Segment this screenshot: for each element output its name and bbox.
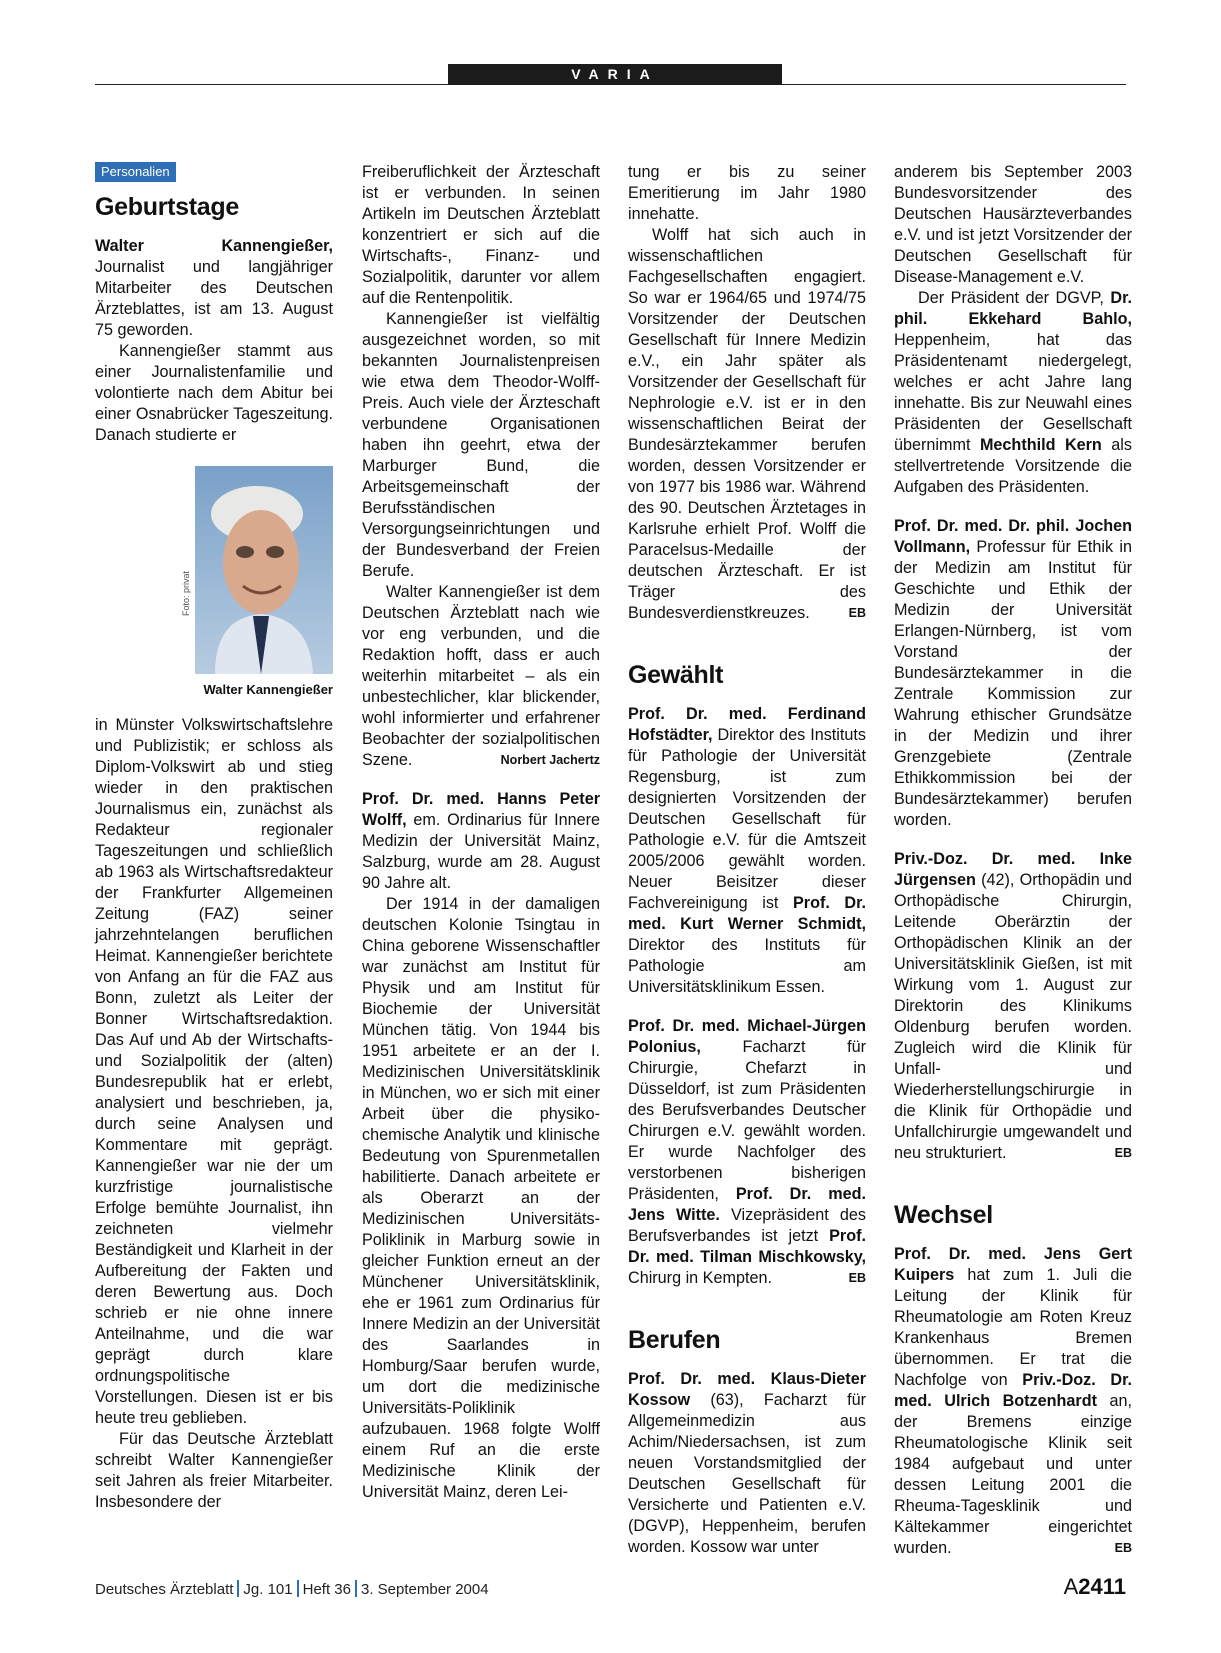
column-3 bbox=[628, 162, 866, 1558]
paragraph: Prof. Dr. med. Klaus-Dieter Kossow (63), Facharzt für Allgemeinmedizin aus Achim/Niedersachsen, ist zum neuen Vorstandsmitglied der Deutschen Gesellschaft für Versicherte und Patienten e.V. (DGVP), Heppenheim, berufen worden. Kossow war unter bbox=[628, 1370, 866, 1556]
author-signature: EB bbox=[1114, 1146, 1132, 1160]
author-signature: EB bbox=[848, 1271, 866, 1285]
paragraph: Kannengießer ist vielfältig ausgezeichnet worden, so mit bekannten Journalistenpreisen wie etwa dem Theodor-Wolff-Preis. Auch viele der Ärzteschaft verbundene Organisationen haben ihn geehrt, etwa der Marburger Bund, die Arbeitsgemeinschaft der Berufsständischen Versorgungseinrichtungen und der Bundesverband der Freien Berufe. bbox=[362, 310, 600, 580]
footer-citation bbox=[95, 1580, 489, 1598]
paragraph: anderem bis September 2003 Bundesvorsitzender des Deutschen Hausärzteverbandes e.V. und ist jetzt Vorsitzender der Deutschen Gesellschaft für Disease-Management e.V. bbox=[894, 163, 1132, 286]
journal-name: Deutsches Ärzteblatt bbox=[95, 1581, 234, 1598]
person-name: Prof. Dr. med. Hanns Peter Wolff, bbox=[362, 790, 600, 829]
paragraph: Prof. Dr. med. Hanns Peter Wolff, em. Ordinarius für Innere Medizin der Universität Mainz, Salzburg, wurde am 28. August 90 Jahre alt. bbox=[362, 790, 600, 892]
heading-berufen: Berufen bbox=[628, 1326, 721, 1354]
heading-gewaehlt: Gewählt bbox=[628, 661, 724, 689]
paragraph: tung er bis zu seiner Emeritierung im Jahr 1980 innehatte. bbox=[628, 163, 866, 223]
person-name: Priv.-Doz. Dr. med. Ulrich Botzenhardt bbox=[894, 1371, 1132, 1410]
person-name: Prof. Dr. med. Ferdinand Hofstädter, bbox=[628, 705, 866, 744]
divider bbox=[237, 1580, 239, 1597]
column-4 bbox=[894, 162, 1132, 1559]
issue-date: 3. September 2004 bbox=[361, 1581, 489, 1598]
paragraph: Prof. Dr. med. Jens Gert Kuipers hat zum 1. Juli die Leitung der Klinik für Rheumatologie am Roten Kreuz Krankenhaus Bremen übernommen. Er trat die Nachfolge von Priv.-Doz. Dr. med. Ulrich Botzenhardt an, der Bremens einzige Rheumatologische Klinik seit 1984 aufgebaut und unter dessen Leitung 2001 die Rheuma-Tagesklinik und Kältekammer eingerichtet wurden. bbox=[894, 1245, 1132, 1557]
person-name: Prof. Dr. med. Jens Gert Kuipers bbox=[894, 1245, 1132, 1284]
person-name: Walter Kannengießer, bbox=[95, 237, 333, 255]
portrait-figure bbox=[181, 466, 333, 697]
divider bbox=[297, 1580, 299, 1597]
section-label: VARIA bbox=[448, 64, 782, 85]
person-name: Prof. Dr. med. Dr. phil. Jochen Vollmann, bbox=[894, 517, 1132, 556]
paragraph: Priv.-Doz. Dr. med. Inke Jürgensen (42), Orthopädin und Orthopädische Chirurgin, Leitende Oberärztin der Orthopädischen Klinik an der Universitätsklinik Gießen, ist mit Wirkung vom 1. August zur Direktorin des Klinikums Oldenburg berufen worden. Zugleich wird die Klinik für Unfall- und Wiederherstellungschirurgie in die Klinik für Orthopädie und Unfallchirurgie umgewandelt und neu strukturiert. bbox=[894, 850, 1132, 1162]
photo-caption: Walter Kannengießer bbox=[203, 682, 333, 697]
issue: Heft 36 bbox=[302, 1581, 351, 1598]
person-name: Prof. Dr. med. Jens Witte. bbox=[628, 1185, 866, 1224]
author-signature: EB bbox=[848, 606, 866, 620]
portrait-photo bbox=[181, 466, 333, 674]
volume: Jg. 101 bbox=[243, 1581, 293, 1598]
person-name: Priv.-Doz. Dr. med. Inke Jürgensen bbox=[894, 850, 1132, 889]
photo-credit: Foto: privat bbox=[181, 570, 191, 616]
column-2 bbox=[362, 162, 600, 1503]
paragraph: Kannengießer stammt aus einer Journalistenfamilie und volontierte nach dem Abitur bei einer Osnabrücker Tageszeitung. Danach studierte er bbox=[95, 342, 333, 444]
paragraph: Walter Kannengießer ist dem Deutschen Ärzteblatt nach wie vor eng verbunden, und die Redaktion hofft, dass er auch weiterhin mitarbeitet – als ein unbestechlicher, klar blickender, wohl informierter und erfahrener Beobachter der sozialpolitischen Szene. bbox=[362, 583, 600, 769]
heading-geburtstage: Geburtstage bbox=[95, 193, 239, 221]
paragraph: Prof. Dr. med. Michael-Jürgen Polonius, Facharzt für Chirurgie, Chefarzt in Düsseldorf, ist zum Präsidenten des Berufsverbandes Deutscher Chirurgen e.V. gewählt worden. Er wurde Nachfolger des verstorbenen bisherigen Präsidenten, Prof. Dr. med. Jens Witte. Vizepräsident des Berufsverbandes ist jetzt Prof. Dr. med. Tilman Mischkowsky, Chirurg in Kempten. bbox=[628, 1017, 867, 1287]
person-name: Dr. phil. Ekkehard Bahlo, bbox=[894, 289, 1132, 328]
paragraph: Walter Kannengießer, Journalist und langjähriger Mitarbeiter des Deutschen Ärzteblattes, ist am 13. August 75 geworden. bbox=[95, 237, 333, 339]
divider bbox=[355, 1580, 357, 1597]
heading-wechsel: Wechsel bbox=[894, 1201, 993, 1229]
person-name: Prof. Dr. med. Michael-Jürgen Polonius, bbox=[628, 1017, 866, 1056]
person-name: Mechthild Kern bbox=[979, 436, 1102, 454]
person-name: Prof. Dr. med. Tilman Mischkowsky, bbox=[628, 1227, 866, 1266]
author-signature: EB bbox=[1114, 1541, 1132, 1555]
paragraph: Freiberuflichkeit der Ärzteschaft ist er verbunden. In seinen Artikeln im Deutschen Ärzteblatt konzentriert er sich auf die Wirtschafts-, Finanz- und Sozialpolitik, darunter vor allem auf die Rentenpolitik. bbox=[362, 163, 600, 307]
paragraph: Für das Deutsche Ärzteblatt schreibt Walter Kannengießer seit Jahren als freier Mitarbeiter. Insbesondere der bbox=[95, 1430, 333, 1511]
author-signature: Norbert Jachertz bbox=[500, 753, 600, 767]
person-name: Prof. Dr. med. Klaus-Dieter Kossow bbox=[628, 1370, 866, 1409]
paragraph: Der 1914 in der damaligen deutschen Kolonie Tsingtau in China geborene Wissenschaftler war zunächst am Institut für Physik und am Institut für Biochemie der Universität München tätig. Von 1944 bis 1951 arbeitete er an der I. Medizinischen Universitätsklinik in München, wo er sich mit einer Arbeit über die physiko-chemische Analytik und klinische Bedeutung von Spurenmetallen habilitierte. Danach arbeitete er als Oberarzt an der Medizinischen Universitäts-Poliklinik in Marburg sowie in gleicher Funktion erneut an der Münchener Universitätsklinik, ehe er 1961 zum Ordinarius für Innere Medizin an der Universität des Saarlandes in Homburg/Saar berufen wurde, um dort die medizinische Universitäts-Poliklinik aufzubauen. 1968 folgte Wolff einem Ruf an die erste Medizinische Klinik der Universität Mainz, deren Lei- bbox=[362, 895, 600, 1501]
paragraph: Prof. Dr. med. Dr. phil. Jochen Vollmann, Professur für Ethik in der Medizin am Institut für Geschichte und Ethik der Medizin der Universität Erlangen-Nürnberg, ist vom Vorstand der Bundesärztekammer in die Zentrale Kommission zur Wahrung ethischer Grundsätze in der Medizin und ihrer Grenzgebiete (Zentrale Ethikkommission bei der Bundesärztekammer) berufen worden. bbox=[894, 517, 1132, 829]
paragraph: in Münster Volkswirtschaftslehre und Publizistik; er schloss als Diplom-Volkswirt ab und stieg wieder in den praktischen Journalismus ein, zunächst als Redakteur regionaler Tageszeitungen und schließlich ab 1963 als Wirtschaftsredakteur der Frankfurter Allgemeinen Zeitung (FAZ) seiner jahrzehntelangen beruflichen Heimat. Kannengießer berichtete von Anfang an für die FAZ aus Bonn, zuletzt als Leiter der Bonner Wirtschaftsredaktion. Das Auf und Ab der Wirtschafts- und Sozialpolitik der (alten) Bundesrepublik hat er erlebt, analysiert und beschrieben, ja, durch seine Analysen und Kommentare mit geprägt. Kannengießer war nie der um kurzfristige journalistische Erfolge bemühte Journalist, ihn zeichneten vielmehr Beständigkeit und Klarheit in der Aufbereitung der Fakten und deren Bewertung aus. Doch schrieb er nie ohne innere Anteilnahme, und die war geprägt durch klare ordnungspolitische Vorstellungen. Diesen ist er bis heute treu geblieben. bbox=[95, 716, 333, 1427]
paragraph: Prof. Dr. med. Ferdinand Hofstädter, Direktor des Instituts für Pathologie der Universität Regensburg, ist zum designierten Vorsitzenden der Deutschen Gesellschaft für Pathologie e.V. für die Amtszeit 2005/2006 gewählt worden. Neuer Beisitzer dieser Fachvereinigung ist Prof. Dr. med. Kurt Werner Schmidt, Direktor des Instituts für Pathologie am Universitätsklinikum Essen. bbox=[628, 705, 866, 996]
category-tag: Personalien bbox=[95, 162, 176, 182]
person-name: Prof. Dr. med. Kurt Werner Schmidt, bbox=[628, 894, 866, 933]
column-1 bbox=[95, 162, 333, 1513]
page-number: A2411 bbox=[1063, 1574, 1126, 1599]
paragraph: Wolff hat sich auch in wissenschaftlichen Fachgesellschaften engagiert. So war er 1964/65 und 1974/75 Vorsitzender der Deutschen Gesellschaft für Innere Medizin e.V., ein Jahr später als Vorsitzender der Gesellschaft für Nephrologie e.V. ist er in den wissenschaftlichen Beirat der Bundesärztekammer berufen worden, dessen Vorsitzender er von 1977 bis 1986 war. Während des 90. Deutschen Ärztetages in Karlsruhe erhielt Prof. Wolff die Paracelsus-Medaille der deutschen Ärzteschaft. Er ist Träger des Bundesverdienstkreuzes. bbox=[628, 226, 866, 622]
paragraph: Der Präsident der DGVP, Dr. phil. Ekkehard Bahlo, Heppenheim, hat das Präsidentenamt niedergelegt, welches er acht Jahre lang innehatte. Bis zur Neuwahl eines Präsidenten der Gesellschaft übernimmt Mechthild Kern als stellvertretende Vorsitzende die Aufgaben des Präsidenten. bbox=[894, 289, 1132, 496]
